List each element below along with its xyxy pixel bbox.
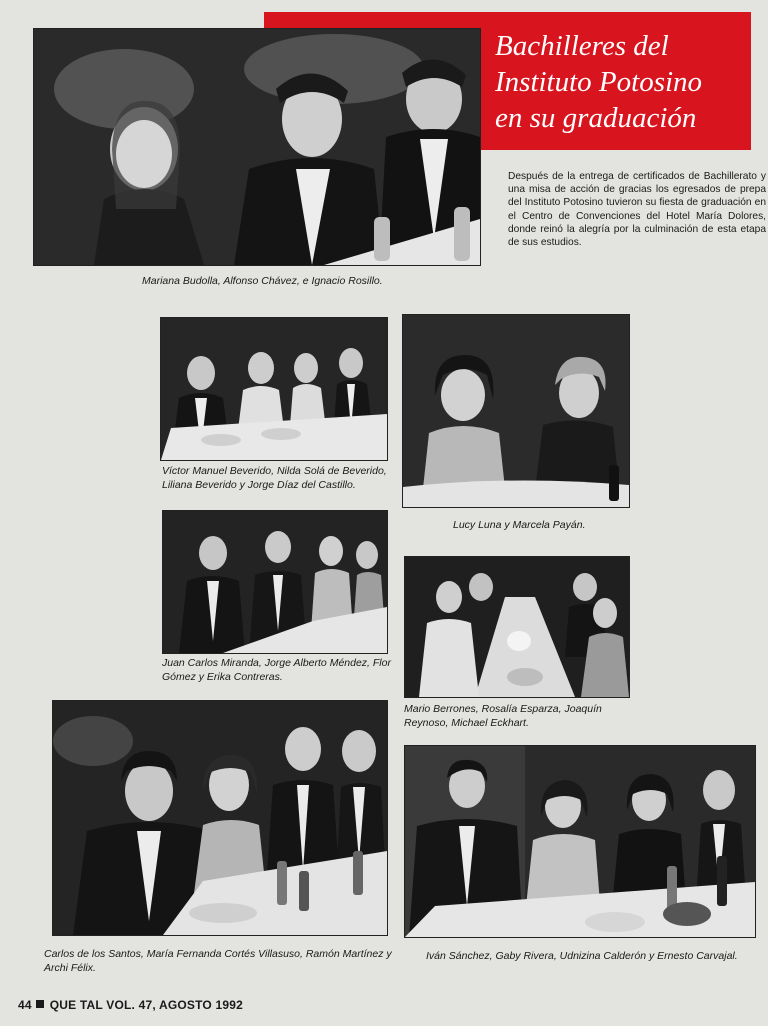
article-body: Después de la entrega de certificados de Bachillerato y una misa de acción de gracias los egresados de prepa del Instituto Potosino tuvieron su fiesta de graduación en el Centro de Convenciones del Hotel María Dolores, donde reinó la alegría por la culminación de esta etapa de sus estudios.: [508, 171, 766, 249]
photo-graduates-1: [33, 28, 481, 266]
photo-caption: Mariana Budolla, Alfonso Chávez, e Ignacio Rosillo.: [142, 275, 383, 287]
photo-graduates-6: [52, 700, 388, 936]
publication-info: QUE TAL VOL. 47, AGOSTO 1992: [49, 998, 243, 1012]
photo-caption: Víctor Manuel Beverido, Nilda Solá de Beverido, Liliana Beverido y Jorge Díaz del Castillo.: [162, 465, 387, 491]
photo-caption: Lucy Luna y Marcela Payán.: [453, 519, 586, 531]
photo-graduates-2: [160, 317, 388, 461]
page-number: 44: [18, 998, 32, 1012]
photo-caption: Juan Carlos Miranda, Jorge Alberto Méndez, Flor Gómez y Erika Contreras.: [162, 657, 391, 683]
photo-graduates-7: [404, 745, 756, 938]
page-footer: [18, 998, 243, 1012]
square-bullet-icon: [36, 1000, 44, 1008]
photo-caption: Iván Sánchez, Gaby Rivera, Udnizina Calderón y Ernesto Carvajal.: [426, 950, 738, 962]
photo-caption: Mario Berrones, Rosalía Esparza, Joaquín Reynoso, Michael Eckhart.: [404, 703, 602, 729]
photo-graduates-4: [162, 510, 388, 654]
photo-caption: Carlos de los Santos, María Fernanda Cortés Villasuso, Ramón Martínez y Archi Félix.: [44, 948, 392, 974]
page-title: Bachilleres del Instituto Potosino en su graduación: [495, 30, 703, 134]
photo-graduates-3: [402, 314, 630, 508]
photo-graduates-5: [404, 556, 630, 698]
